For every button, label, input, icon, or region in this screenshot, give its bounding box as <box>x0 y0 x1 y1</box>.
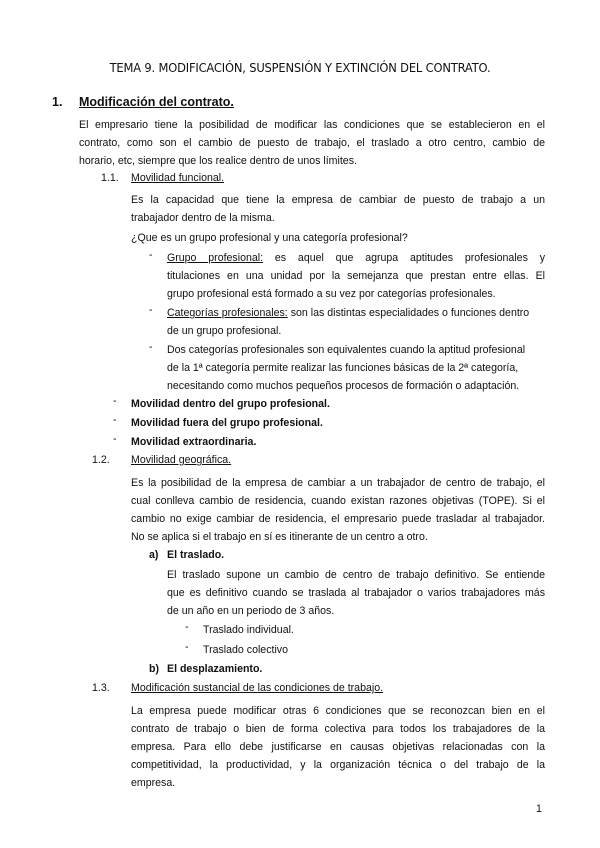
item-a-label: a) <box>149 549 159 561</box>
body-line: contrato de trabajo o bien de forma colectiva para todos los trabajadores de la <box>131 723 545 735</box>
body-line: cambio no exige cambiar de residencia, el empresario puede trasladar al trabajador. <box>131 513 545 525</box>
bullet-categorias-equivalentes <box>167 341 545 395</box>
item-b-label: b) <box>149 663 159 675</box>
bullet-line: grupo profesional está formado a su vez por categorías profesionales. <box>167 288 496 300</box>
section-1-heading: Modificación del contrato. <box>79 95 234 109</box>
body-line: competitividad, la productividad, y la organización técnica o del trabajo de la <box>131 759 545 771</box>
type-dash: - <box>113 433 117 445</box>
bullet-term: Categorías profesionales: <box>167 307 288 319</box>
bullet-dash: - <box>149 249 153 261</box>
intro-line: horario, etc, siempre que los realice dentro de unos límites. <box>79 155 357 167</box>
bullet-dash: - <box>149 341 153 353</box>
bullet-line: de la 1ª categoría permite realizar las funciones básicas de la 2ª categoría, <box>167 362 519 374</box>
section-1-number: 1. <box>52 95 63 109</box>
body-line: cual conlleva cambio de residencia, cuando existan razones objetivas (TOPE). Si el <box>131 495 545 507</box>
subsection-1-2-heading: Movilidad geográfica. <box>131 454 232 466</box>
subsection-1-2-number: 1.2. <box>92 454 110 466</box>
bullet-line: titulaciones en una unidad por la semejanza que prestan entre ellas. El <box>167 270 545 282</box>
type-dash: - <box>113 395 117 407</box>
item-b-heading: El desplazamiento. <box>167 663 263 675</box>
body-line: La empresa puede modificar otras 6 condiciones que se reconozcan bien en el <box>131 705 545 717</box>
item-a-body <box>167 566 545 620</box>
item-dash: - <box>185 641 189 653</box>
subsection-1-1-body <box>131 191 545 227</box>
body-line: Es la posibilidad de la empresa de cambiar a un trabajador de centro de trabajo, el <box>131 477 545 489</box>
body-line: Es la capacidad que tiene la empresa de cambiar de puesto de trabajo a un <box>131 194 545 206</box>
mobility-type-item: Movilidad dentro del grupo profesional. <box>131 398 330 410</box>
bullet-line: Dos categorías profesionales son equivalentes cuando la aptitud profesional <box>167 344 526 356</box>
body-line: que es definitivo cuando se traslada al trabajador o varios trabajadores más <box>167 587 545 599</box>
subsection-1-1-number: 1.1. <box>101 172 119 184</box>
body-line: empresa. Para ello debe justificarse en causas objetivas relacionadas con la <box>131 741 545 753</box>
bullet-categorias-profesionales: Categorías profesionales: son las distintas especialidades o funciones dentro de un grupo profesional. <box>167 304 545 340</box>
bullet-grupo-profesional: Grupo profesional: es aquel que agrupa aptitudes profesionales y titulaciones en una unidad por la semejanza que prestan entre ellas. El grupo profesional está formado a su vez por categorías profesionales. <box>167 249 545 303</box>
subsection-1-3-number: 1.3. <box>92 682 110 694</box>
body-line: El traslado supone un cambio de centro de trabajo definitivo. Se entiende <box>167 569 545 581</box>
subsection-1-3-heading: Modificación sustancial de las condiciones de trabajo. <box>131 682 384 694</box>
section-1-intro <box>79 116 545 170</box>
intro-line: El empresario tiene la posibilidad de modificar las condiciones que se establecieron en el <box>79 119 545 131</box>
traslado-item: Traslado individual. <box>203 624 294 636</box>
mobility-type-item: Movilidad fuera del grupo profesional. <box>131 417 323 429</box>
bullet-dash: - <box>149 304 153 316</box>
subsection-1-2-body <box>131 474 545 546</box>
type-dash: - <box>113 414 117 426</box>
body-line: No se aplica si el trabajo en sí es itinerante de un centro a otro. <box>131 531 428 543</box>
mobility-type-item: Movilidad extraordinaria. <box>131 436 257 448</box>
bullet-line: de un grupo profesional. <box>167 325 282 337</box>
item-a-heading: El traslado. <box>167 549 225 561</box>
document-title: TEMA 9. MODIFICACIÓN, SUSPENSIÓN Y EXTINCIÓN DEL CONTRATO. <box>109 60 491 75</box>
body-line: trabajador dentro de la misma. <box>131 212 275 224</box>
bullet-term: Grupo profesional: <box>167 252 264 264</box>
subsection-1-1-question: ¿Que es un grupo profesional y una categoría profesional? <box>131 232 408 244</box>
subsection-1-3-body <box>131 702 545 792</box>
traslado-item: Traslado colectivo <box>203 644 288 656</box>
intro-line: contrato, como son el cambio de puesto de trabajo, el traslado a otro centro, cambio de <box>79 137 545 149</box>
bullet-line: necesitando como muchos pequeños procesos de formación o adaptación. <box>167 380 520 392</box>
page-number: 1 <box>536 803 542 815</box>
body-line: empresa. <box>131 777 176 789</box>
body-line: de un año en un periodo de 3 años. <box>167 605 335 617</box>
item-dash: - <box>185 621 189 633</box>
subsection-1-1-heading: Movilidad funcional. <box>131 172 225 184</box>
